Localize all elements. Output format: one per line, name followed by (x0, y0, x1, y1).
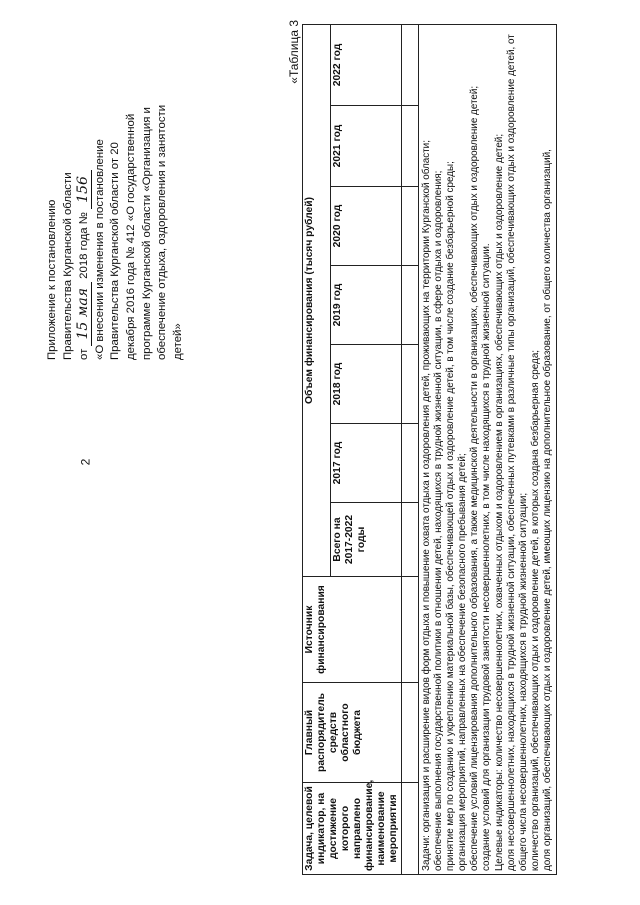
header-source: Источник финансирования (303, 577, 402, 683)
table-row (419, 24, 557, 874)
appendix-line: декабря 2016 года № 412 «О государственной (124, 113, 137, 360)
header-year: 2017 год (330, 424, 402, 503)
table-row (402, 24, 419, 874)
body-line: Задачи: организация и расширение видов форм отдыха и повышение охвата отдыха и оздоровления детей, проживающих на территории Курганской области; (421, 140, 432, 871)
header-year: 2019 год (330, 266, 402, 345)
appendix-date-line (76, 30, 93, 360)
tasks-and-indicators-cell (419, 24, 557, 874)
funding-table (302, 24, 557, 875)
body-line: создание условий для организации трудовой занятости несовершеннолетних, в том числе находящихся в трудной жизненной ситуации. (481, 243, 493, 871)
body-line: доля несовершеннолетних, находящихся в трудной жизненной ситуации, обеспеченных путевками в различные типы организаций, обеспечивающих отдых и оздоровление детей, от общего числа несовершеннолетних, находящихся в трудной жизненной ситуации; (505, 34, 529, 871)
body-line: организация мероприятий, направленных на обеспечение безопасного пребывания детей; (457, 453, 469, 871)
page-number: 2 (78, 458, 93, 466)
appendix-line: программе Курганской области «Организация и (140, 107, 153, 360)
body-line: обеспечение условий лицензирования дополнительного образования, а также медицинской деятельности в организациях, обеспечивающих отдых и оздоровление детей; (469, 85, 481, 871)
date-year: 2018 года № (78, 211, 91, 279)
handwritten-number: 156 (75, 170, 92, 209)
date-prefix: от (78, 348, 91, 360)
header-year: 2018 год (330, 345, 402, 424)
header-total: Всего на 2017-2022 годы (330, 503, 402, 577)
body-line: количество организаций, обеспечивающих отдых и оздоровление детей, в которых создана безбарьерная среда; (529, 349, 541, 871)
header-volume: Объем финансирования (тысяч рублей) (303, 24, 331, 576)
header-task: Задача, целевой индикатор, на достижение которого направлено финансирование, наименование мероприятия (303, 783, 402, 875)
appendix-line: детей» (171, 323, 184, 360)
rotated-page-content (40, 20, 580, 880)
header-distributor: Главный распорядитель средств областного бюджета (303, 683, 402, 783)
appendix-line: Правительства Курганской области от 20 (109, 142, 122, 360)
body-line: Целевые индикаторы: количество несовершеннолетних, охваченных отдыхом и оздоровлением в организациях, обеспечивающих отдых и оздоровление детей; (493, 133, 505, 871)
handwritten-date: 15 мая (75, 282, 92, 346)
appendix-line: Правительства Курганской области (61, 172, 74, 360)
header-year: 2022 год (330, 24, 402, 105)
appendix-line: Приложение к постановлению (46, 199, 58, 360)
appendix-header (45, 30, 186, 360)
body-line: обеспечение выполнения государственной политики в отношении детей, находящихся в трудной жизненной ситуации, в сфере отдыха и оздоровления; (433, 170, 445, 871)
appendix-line: обеспечение отдыха, оздоровления и занятости (156, 104, 169, 360)
body-line: принятие мер по созданию и укреплению материальной базы, обеспечивающей отдых и оздоровление детей, в том числе создание безбарьерной среды; (445, 161, 457, 871)
header-year: 2021 год (330, 106, 402, 187)
body-line: доля организаций, обеспечивающих отдых и оздоровление детей, имеющих лицензию на дополнительное образование, от общего количества организаций, (541, 149, 553, 871)
table-label: «Таблица 3 (287, 20, 301, 84)
header-year: 2020 год (330, 187, 402, 266)
appendix-line: «О внесении изменения в постановление (93, 139, 106, 360)
